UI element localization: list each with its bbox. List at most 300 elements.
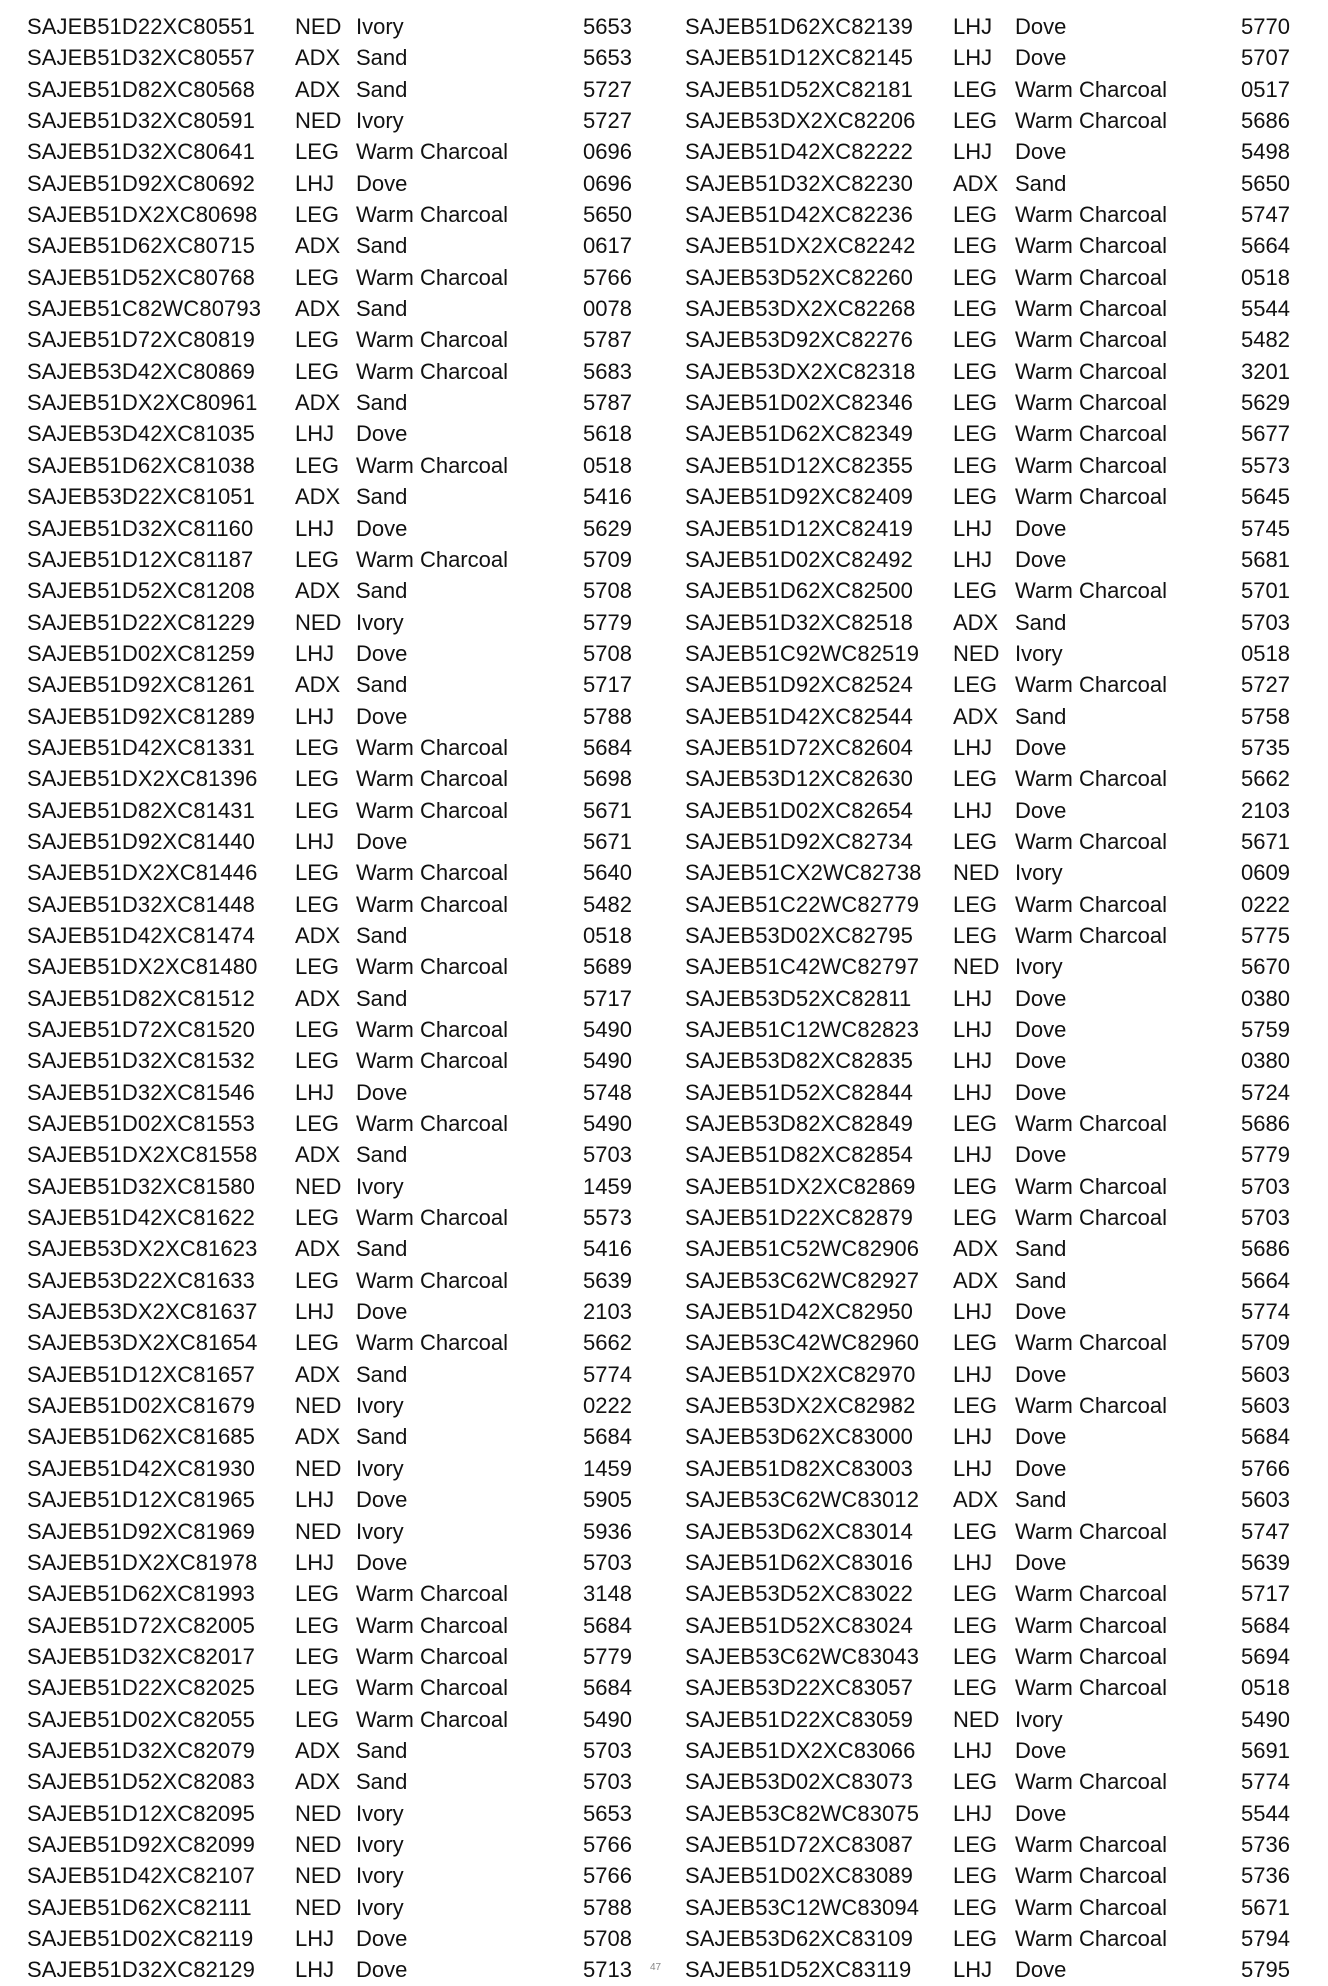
number-cell: 5766 [583,1863,632,1889]
number-cell: 5774 [1241,1769,1290,1795]
number-cell: 5416 [583,1236,632,1262]
trim-color-cell: Warm Charcoal [1015,1925,1167,1951]
number-cell: 5703 [583,1769,632,1795]
number-cell: 5618 [583,421,632,447]
trim-color-cell: Sand [1015,1267,1067,1293]
trim-code-cell: LEG [953,296,998,322]
trim-color-cell: Warm Charcoal [356,1205,508,1231]
trim-color-cell: Ivory [356,108,404,134]
trim-color-cell: Warm Charcoal [1015,452,1167,478]
vin-cell: SAJEB51D92XC81261 [27,672,255,698]
table-row [685,889,1303,920]
table-row [685,1077,1303,1108]
table-row [685,324,1303,355]
trim-color-cell: Sand [356,45,408,71]
trim-code-cell: NED [295,1863,342,1889]
table-row [685,450,1303,481]
number-cell: 0222 [1241,891,1290,917]
table-row [27,11,637,42]
number-cell: 5727 [583,108,632,134]
trim-color-cell: Warm Charcoal [356,546,508,572]
trim-color-cell: Warm Charcoal [1015,1769,1167,1795]
table-row [685,418,1303,449]
table-row [27,450,637,481]
table-row [27,1704,637,1735]
trim-color-cell: Warm Charcoal [1015,390,1167,416]
trim-code-cell: LEG [295,1330,340,1356]
trim-code-cell: LEG [295,1267,340,1293]
trim-code-cell: ADX [295,1361,341,1387]
trim-color-cell: Sand [356,1737,408,1763]
trim-code-cell: LHJ [953,985,993,1011]
vin-cell: SAJEB53DX2XC81637 [27,1299,258,1325]
table-row [27,42,637,73]
trim-color-cell: Warm Charcoal [356,327,508,353]
table-row [685,669,1303,700]
vin-cell: SAJEB51D32XC80591 [27,108,255,134]
table-row [27,1453,637,1484]
number-cell: 5779 [583,1643,632,1669]
trim-color-cell: Sand [356,1142,408,1168]
vin-cell: SAJEB51D12XC82355 [685,452,913,478]
trim-code-cell: LEG [295,734,340,760]
table-row [685,168,1303,199]
trim-color-cell: Ivory [1015,860,1063,886]
trim-code-cell: ADX [295,390,341,416]
trim-color-cell: Warm Charcoal [1015,1581,1167,1607]
trim-code-cell: LEG [953,672,998,698]
vin-cell: SAJEB51DX2XC81480 [27,954,258,980]
table-row [685,1045,1303,1076]
table-row [27,418,637,449]
vin-cell: SAJEB51D32XC81546 [27,1079,255,1105]
trim-code-cell: LEG [953,1518,998,1544]
trim-code-cell: LEG [953,1925,998,1951]
table-row [27,795,637,826]
number-cell: 5748 [583,1079,632,1105]
trim-code-cell: LHJ [295,170,335,196]
trim-code-cell: LHJ [953,1957,993,1983]
table-row [27,1766,637,1797]
trim-color-cell: Ivory [356,14,404,39]
vin-cell: SAJEB53D22XC83057 [685,1675,913,1701]
number-cell: 5735 [1241,734,1290,760]
table-row [685,1735,1303,1766]
vin-cell: SAJEB51D72XC82005 [27,1612,255,1638]
vin-cell: SAJEB51C92WC82519 [685,640,920,666]
number-cell: 5650 [1241,170,1290,196]
number-cell: 5794 [1241,1925,1290,1951]
trim-color-cell: Dove [1015,1361,1067,1387]
trim-color-cell: Dove [1015,14,1067,39]
number-cell: 0696 [583,139,632,165]
table-row [27,1798,637,1829]
number-cell: 1459 [583,1455,632,1481]
trim-color-cell: Warm Charcoal [1015,264,1167,290]
trim-code-cell: LHJ [295,1549,335,1575]
trim-color-cell: Warm Charcoal [1015,891,1167,917]
trim-code-cell: LEG [953,1393,998,1419]
table-row [27,1202,637,1233]
trim-code-cell: ADX [295,45,341,71]
trim-color-cell: Warm Charcoal [1015,484,1167,510]
vin-cell: SAJEB51DX2XC82869 [685,1173,916,1199]
trim-color-cell: Warm Charcoal [356,264,508,290]
trim-color-cell: Warm Charcoal [1015,1111,1167,1137]
trim-color-cell: Warm Charcoal [1015,296,1167,322]
table-row [27,1829,637,1860]
number-cell: 5653 [583,14,632,39]
vin-cell: SAJEB51DX2XC80961 [27,390,258,416]
vin-cell: SAJEB51D02XC81679 [27,1393,255,1419]
number-cell: 5703 [583,1142,632,1168]
number-cell: 5779 [583,609,632,635]
number-cell: 5639 [1241,1549,1290,1575]
trim-color-cell: Sand [356,922,408,948]
vin-cell: SAJEB51D52XC82181 [685,76,913,102]
table-row [685,1578,1303,1609]
trim-color-cell: Dove [356,421,408,447]
vin-cell: SAJEB53D12XC82630 [685,766,913,792]
number-cell: 5482 [1241,327,1290,353]
trim-code-cell: LHJ [953,1549,993,1575]
table-row [27,1547,637,1578]
vin-cell: SAJEB51D62XC81993 [27,1581,255,1607]
trim-color-cell: Warm Charcoal [1015,421,1167,447]
trim-code-cell: ADX [295,1737,341,1763]
number-cell: 5629 [1241,390,1290,416]
trim-color-cell: Dove [356,1079,408,1105]
trim-code-cell: LEG [953,1612,998,1638]
trim-color-cell: Dove [1015,1957,1067,1983]
vin-cell: SAJEB51DX2XC81446 [27,860,258,886]
vin-cell: SAJEB53D62XC83000 [685,1424,913,1450]
trim-code-cell: LEG [295,1675,340,1701]
vin-cell: SAJEB51D42XC82950 [685,1299,913,1325]
trim-code-cell: LEG [295,860,340,886]
table-row [27,1327,637,1358]
number-cell: 5766 [1241,1455,1290,1481]
trim-color-cell: Warm Charcoal [1015,1330,1167,1356]
trim-color-cell: Warm Charcoal [1015,358,1167,384]
number-cell: 5684 [583,1675,632,1701]
trim-code-cell: ADX [953,1267,999,1293]
trim-color-cell: Sand [356,1769,408,1795]
number-cell: 5713 [583,1957,632,1983]
trim-color-cell: Sand [356,1236,408,1262]
number-cell: 5681 [1241,546,1290,572]
trim-color-cell: Dove [356,703,408,729]
trim-color-cell: Warm Charcoal [1015,1518,1167,1544]
vin-cell: SAJEB53C42WC82960 [685,1330,920,1356]
trim-code-cell: LHJ [953,515,993,541]
table-row [685,826,1303,857]
table-row [685,1547,1303,1578]
vin-cell: SAJEB51D52XC83024 [685,1612,913,1638]
number-cell: 0617 [583,233,632,259]
number-cell: 0518 [583,922,632,948]
vin-cell: SAJEB51D42XC81331 [27,734,255,760]
table-row [27,607,637,638]
table-row [685,795,1303,826]
vin-cell: SAJEB51D92XC81289 [27,703,255,729]
trim-code-cell: NED [953,1706,1000,1732]
trim-color-cell: Warm Charcoal [356,891,508,917]
vin-cell: SAJEB53D62XC83014 [685,1518,913,1544]
number-cell: 0380 [1241,1048,1290,1074]
number-cell: 5684 [583,1612,632,1638]
trim-code-cell: LEG [295,1643,340,1669]
trim-code-cell: LEG [953,1769,998,1795]
number-cell: 5703 [583,1737,632,1763]
table-row [685,1139,1303,1170]
number-cell: 5664 [1241,1267,1290,1293]
trim-code-cell: LEG [953,484,998,510]
number-cell: 5490 [1241,1706,1290,1732]
vin-cell: SAJEB51D32XC81160 [27,515,254,541]
number-cell: 5498 [1241,139,1290,165]
trim-code-cell: LEG [295,139,340,165]
number-cell: 5684 [583,734,632,760]
table-row [685,1641,1303,1672]
trim-code-cell: LHJ [953,1142,993,1168]
vin-cell: SAJEB51D02XC82346 [685,390,913,416]
number-cell: 5662 [1241,766,1290,792]
table-row [685,11,1303,42]
trim-color-cell: Ivory [356,1894,404,1920]
table-row [27,544,637,575]
trim-color-cell: Sand [356,1361,408,1387]
table-row [685,701,1303,732]
table-row [685,1892,1303,1923]
trim-code-cell: ADX [953,1487,999,1513]
trim-color-cell: Ivory [356,1518,404,1544]
vin-cell: SAJEB53D42XC80869 [27,358,255,384]
vin-cell: SAJEB51C22WC82779 [685,891,920,917]
number-cell: 5490 [583,1111,632,1137]
vin-cell: SAJEB51D02XC82119 [27,1925,254,1951]
trim-code-cell: LHJ [953,1800,993,1826]
trim-color-cell: Ivory [1015,640,1063,666]
number-cell: 5759 [1241,1017,1290,1042]
trim-code-cell: NED [295,1455,342,1481]
trim-color-cell: Dove [356,828,408,854]
number-cell: 5677 [1241,421,1290,447]
trim-code-cell: LEG [295,1706,340,1732]
trim-color-cell: Dove [1015,1800,1067,1826]
trim-code-cell: ADX [953,703,999,729]
vin-cell: SAJEB51D62XC82349 [685,421,913,447]
vin-cell: SAJEB51D42XC82222 [685,139,913,165]
trim-code-cell: LEG [953,828,998,854]
table-row [685,1171,1303,1202]
trim-color-cell: Warm Charcoal [1015,1173,1167,1199]
trim-color-cell: Ivory [356,1800,404,1826]
number-cell: 0518 [1241,640,1290,666]
trim-code-cell: NED [295,1831,342,1857]
vin-cell: SAJEB53D82XC82835 [685,1048,913,1074]
table-row [685,513,1303,544]
trim-color-cell: Ivory [356,1455,404,1481]
table-row [685,1704,1303,1735]
trim-color-cell: Dove [1015,139,1067,165]
trim-code-cell: NED [953,640,1000,666]
vin-cell: SAJEB51D02XC83089 [685,1863,913,1889]
number-cell: 5787 [583,327,632,353]
number-cell: 5653 [583,45,632,71]
trim-code-cell: LEG [953,922,998,948]
table-row [27,951,637,982]
trim-color-cell: Warm Charcoal [356,1048,508,1074]
vin-cell: SAJEB51D12XC82419 [685,515,913,541]
table-row [685,1202,1303,1233]
number-cell: 5774 [1241,1299,1290,1325]
trim-color-cell: Warm Charcoal [356,734,508,760]
vin-cell: SAJEB53C62WC83043 [685,1643,920,1669]
trim-color-cell: Sand [356,233,408,259]
number-cell: 5603 [1241,1393,1290,1419]
table-row [27,168,637,199]
table-row [27,701,637,732]
trim-color-cell: Dove [1015,546,1067,572]
table-row [27,1014,637,1045]
number-cell: 5703 [1241,1205,1290,1231]
vin-cell: SAJEB51D32XC82079 [27,1737,255,1763]
vin-cell: SAJEB53C62WC83012 [685,1487,920,1513]
number-cell: 5694 [1241,1643,1290,1669]
vin-cell: SAJEB51D42XC82107 [27,1863,255,1889]
trim-code-cell: NED [953,954,1000,980]
table-row [685,1390,1303,1421]
table-row [27,1108,637,1139]
number-cell: 5708 [583,1925,632,1951]
number-cell: 5640 [583,860,632,886]
trim-code-cell: NED [295,609,342,635]
trim-code-cell: LEG [295,264,340,290]
table-row [27,293,637,324]
vin-cell: SAJEB51D42XC81622 [27,1205,255,1231]
vin-cell: SAJEB51D32XC80557 [27,45,255,71]
number-cell: 5544 [1241,296,1290,322]
vin-cell: SAJEB53C82WC83075 [685,1800,920,1826]
number-cell: 5788 [583,1894,632,1920]
vin-cell: SAJEB51D12XC81965 [27,1487,255,1513]
table-row [685,1798,1303,1829]
trim-code-cell: LHJ [295,1079,335,1105]
table-row [685,230,1303,261]
trim-code-cell: LEG [953,264,998,290]
trim-color-cell: Sand [356,985,408,1011]
vin-cell: SAJEB53DX2XC81654 [27,1330,258,1356]
vin-cell: SAJEB51D02XC82055 [27,1706,255,1732]
vin-cell: SAJEB51D72XC80819 [27,327,255,353]
table-row [685,1359,1303,1390]
trim-code-cell: LEG [953,421,998,447]
vin-cell: SAJEB53D02XC83073 [685,1769,913,1795]
table-row [27,1296,637,1327]
trim-color-cell: Warm Charcoal [1015,1612,1167,1638]
trim-code-cell: LHJ [953,139,993,165]
vin-cell: SAJEB51D62XC81038 [27,452,255,478]
table-row [27,920,637,951]
vin-cell: SAJEB51D32XC81532 [27,1048,255,1074]
vin-cell: SAJEB51D22XC82025 [27,1675,255,1701]
trim-color-cell: Dove [1015,1737,1067,1763]
table-row [27,105,637,136]
vin-cell: SAJEB51D22XC81229 [27,609,255,635]
vin-cell: SAJEB53D22XC81051 [27,484,255,510]
table-row [27,324,637,355]
trim-color-cell: Dove [356,1957,408,1983]
vin-cell: SAJEB51D52XC82844 [685,1079,913,1105]
trim-code-cell: LHJ [295,828,335,854]
vin-cell: SAJEB51D32XC82230 [685,170,913,196]
trim-code-cell: LEG [953,108,998,134]
trim-color-cell: Dove [1015,1455,1067,1481]
vin-cell: SAJEB53C62WC82927 [685,1267,920,1293]
table-row [27,1892,637,1923]
vin-cell: SAJEB51D52XC82083 [27,1769,255,1795]
table-row [685,1014,1303,1045]
vin-cell: SAJEB51D42XC81474 [27,922,255,948]
trim-code-cell: LEG [295,546,340,572]
table-row [685,136,1303,167]
vin-cell: SAJEB51D62XC82500 [685,578,913,604]
vin-cell: SAJEB53D42XC81035 [27,421,255,447]
trim-code-cell: ADX [953,609,999,635]
trim-code-cell: NED [295,1518,342,1544]
vin-cell: SAJEB51D72XC81520 [27,1017,255,1042]
vin-cell: SAJEB51D62XC83016 [685,1549,913,1575]
table-row [27,669,637,700]
table-row [27,826,637,857]
trim-code-cell: LHJ [295,1487,335,1513]
number-cell: 5727 [1241,672,1290,698]
table-row [27,1578,637,1609]
number-cell: 5745 [1241,515,1290,541]
trim-color-cell: Dove [1015,1048,1067,1074]
vin-cell: SAJEB53DX2XC82318 [685,358,916,384]
number-cell: 5707 [1241,45,1290,71]
table-row [27,1641,637,1672]
trim-color-cell: Ivory [356,1393,404,1419]
trim-color-cell: Dove [1015,1299,1067,1325]
trim-code-cell: LEG [953,1863,998,1889]
table-row [685,857,1303,888]
vin-cell: SAJEB53D02XC82795 [685,922,913,948]
table-row [685,1610,1303,1641]
table-row [27,763,637,794]
number-cell: 5698 [583,766,632,792]
trim-code-cell: LHJ [295,703,335,729]
trim-color-cell: Dove [356,1299,408,1325]
trim-color-cell: Ivory [1015,1706,1063,1732]
trim-color-cell: Dove [1015,1549,1067,1575]
vin-cell: SAJEB51C82WC80793 [27,296,262,322]
trim-color-cell: Warm Charcoal [1015,1205,1167,1231]
trim-code-cell: ADX [295,1142,341,1168]
table-row [685,1672,1303,1703]
trim-code-cell: LEG [953,1894,998,1920]
table-row [27,1233,637,1264]
trim-color-cell: Warm Charcoal [356,1706,508,1732]
number-cell: 5736 [1241,1863,1290,1889]
number-cell: 5490 [583,1706,632,1732]
trim-color-cell: Ivory [356,1863,404,1889]
trim-code-cell: ADX [295,922,341,948]
trim-code-cell: LEG [295,797,340,823]
table-row [27,857,637,888]
